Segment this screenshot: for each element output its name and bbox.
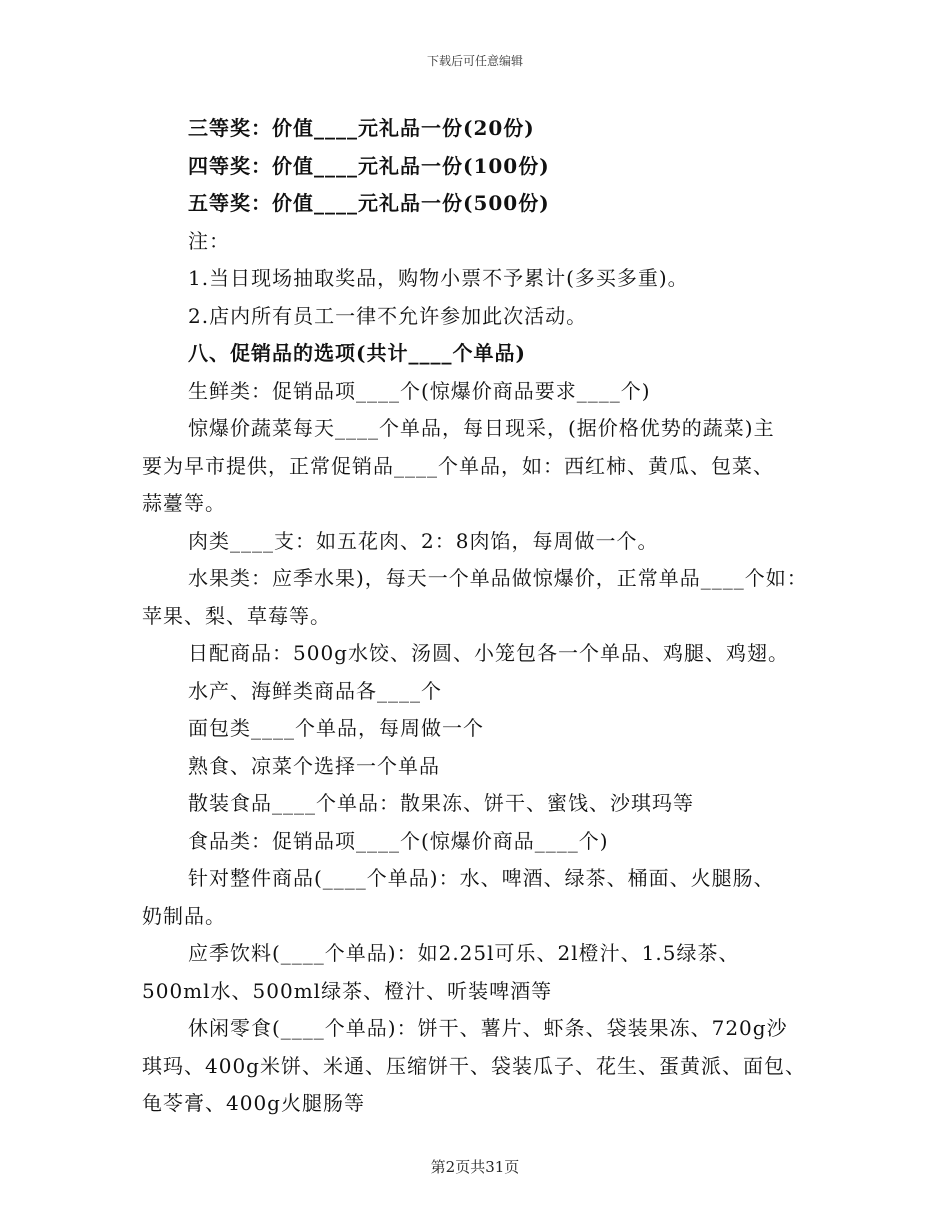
paragraph-daily: 日配商品：500g水饺、汤圆、小笼包各一个单品、鸡腿、鸡翅。 <box>188 641 789 665</box>
paragraph-seafood: 水产、海鲜类商品各____个 <box>188 678 442 703</box>
paragraph-cases-cont: 奶制品。 <box>142 903 226 928</box>
paragraph-bulk: 散装食品____个单品：散果冻、饼干、蜜饯、沙琪玛等 <box>188 791 694 815</box>
paragraph-fruit: 水果类：应季水果)，每天一个单品做惊爆价，正常单品____个如： <box>188 566 808 590</box>
paragraph-meat: 肉类____支：如五花肉、2：8肉馅，每周做一个。 <box>188 528 659 553</box>
note-label: 注： <box>188 228 230 253</box>
document-body <box>142 110 822 1123</box>
paragraph-snacks-end: 龟苓膏、400g火腿肠等 <box>142 1091 365 1115</box>
paragraph-snacks: 休闲零食(____个单品)：饼干、薯片、虾条、袋装果冻、720g沙 <box>188 1016 788 1040</box>
paragraph-vegetables-cont: 要为早市提供，正常促销品____个单品，如：西红柿、黄瓜、包菜、 <box>142 453 774 478</box>
paragraph-drinks-cont: 500ml水、500ml绿茶、橙汁、听装啤酒等 <box>142 978 553 1003</box>
paragraph-cases: 针对整件商品(____个单品)：水、啤酒、绿茶、桶面、火腿肠、 <box>188 866 775 890</box>
paragraph-fresh: 生鲜类：促销品项____个(惊爆价商品要求____个) <box>188 378 651 403</box>
paragraph-snacks-cont: 琪玛、400g米饼、米通、压缩饼干、袋装瓜子、花生、蛋黄派、面包、 <box>142 1053 806 1078</box>
paragraph-drinks: 应季饮料(____个单品)：如2.25l可乐、2l橙汁、1.5绿茶、 <box>188 941 740 965</box>
section-heading-8: 八、促销品的选项(共计____个单品) <box>188 341 526 365</box>
page-header: 下载后可任意编辑 <box>426 54 523 68</box>
paragraph-vegetables: 惊爆价蔬菜每天____个单品，每日现采，(据价格优势的蔬菜)主 <box>188 416 775 440</box>
paragraph-fruit-cont: 苹果、梨、草莓等。 <box>142 603 331 628</box>
note-item-1: 1.当日现场抽取奖品，购物小票不予累计(多买多重)。 <box>188 266 689 290</box>
paragraph-bread: 面包类____个单品，每周做一个 <box>188 716 484 740</box>
paragraph-food: 食品类：促销品项____个(惊爆价商品____个) <box>188 828 609 853</box>
paragraph-vegetables-end: 蒜薹等。 <box>142 491 226 515</box>
prize-fifth: 五等奖：价值____元礼品一份(500份) <box>188 191 550 215</box>
prize-third: 三等奖：价值____元礼品一份(20份) <box>188 116 535 140</box>
prize-fourth: 四等奖：价值____元礼品一份(100份) <box>188 153 550 178</box>
paragraph-deli: 熟食、凉菜个选择一个单品 <box>188 753 440 778</box>
note-item-2: 2.店内所有员工一律不允许参加此次活动。 <box>188 303 588 328</box>
page-footer: 第2页共31页 <box>430 1158 520 1176</box>
